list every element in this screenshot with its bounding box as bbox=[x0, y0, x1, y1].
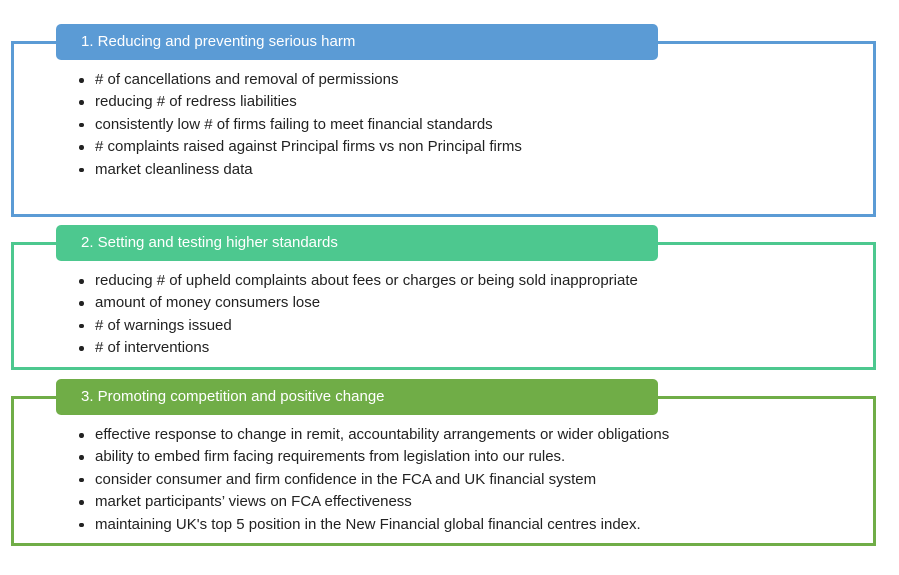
list-item: # of cancellations and removal of permissions bbox=[78, 69, 522, 91]
list-item: market participants’ views on FCA effectiveness bbox=[78, 491, 669, 513]
list-item: maintaining UK's top 5 position in the New Financial global financial centres index. bbox=[78, 514, 669, 536]
section-1-header: 1. Reducing and preventing serious harm bbox=[56, 24, 658, 60]
list-item: # complaints raised against Principal firms vs non Principal firms bbox=[78, 136, 522, 158]
list-item: consistently low # of firms failing to meet financial standards bbox=[78, 114, 522, 136]
list-item: effective response to change in remit, accountability arrangements or wider obligations bbox=[78, 424, 669, 446]
list-item: # of interventions bbox=[78, 337, 638, 359]
section-2-list bbox=[78, 270, 638, 360]
list-item: reducing # of redress liabilities bbox=[78, 91, 522, 113]
list-item: amount of money consumers lose bbox=[78, 292, 638, 314]
section-3-list bbox=[78, 424, 669, 536]
section-3-header: 3. Promoting competition and positive change bbox=[56, 379, 658, 415]
list-item: reducing # of upheld complaints about fees or charges or being sold inappropriate bbox=[78, 270, 638, 292]
list-item: # of warnings issued bbox=[78, 315, 638, 337]
section-1-list bbox=[78, 69, 522, 181]
list-item: ability to embed firm facing requirements from legislation into our rules. bbox=[78, 446, 669, 468]
list-item: market cleanliness data bbox=[78, 159, 522, 181]
section-2-header: 2. Setting and testing higher standards bbox=[56, 225, 658, 261]
list-item: consider consumer and firm confidence in the FCA and UK financial system bbox=[78, 469, 669, 491]
